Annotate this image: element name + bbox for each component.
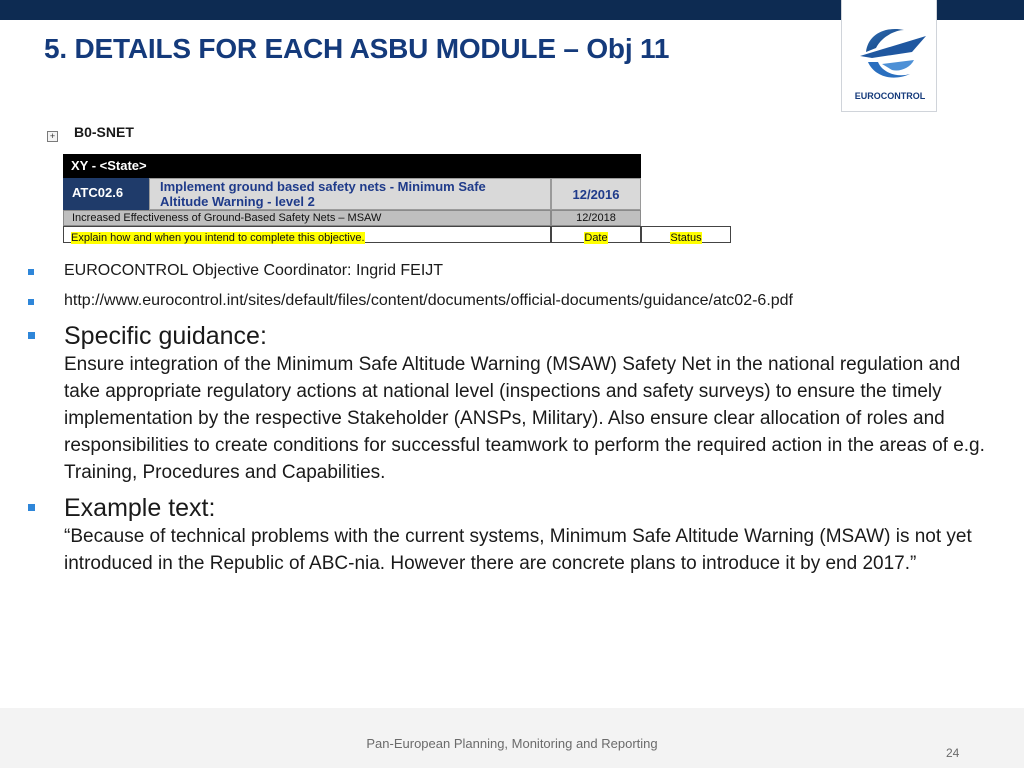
- sub-objective-title: Increased Effectiveness of Ground-Based Safety Nets – MSAW: [63, 210, 551, 226]
- objective-date: 12/2016: [551, 178, 641, 210]
- table-header-text: XY - <State>: [71, 158, 147, 173]
- objective-title: [149, 178, 551, 210]
- module-label: B0-SNET: [74, 124, 134, 140]
- footer: [0, 708, 1024, 768]
- guidance-body: Ensure integration of the Minimum Safe Altitude Warning (MSAW) Safety Net in the national regulation and take appropriate regulatory actions at national level (inspections and safety surveys) to ensure the timely implementation by the respective Stakeholder (ANSPs, Military). Also ensure clear allocation of roles and responsibilities to create conditions for successful teamwork to perform the required action in the areas of e.g. Training, Procedures and Capabilities.: [64, 354, 985, 483]
- bullet-list: [28, 262, 998, 585]
- sub-objective-date: 12/2018: [551, 210, 641, 226]
- explain-cell: [63, 226, 551, 243]
- expand-icon[interactable]: +: [47, 131, 58, 142]
- bullet-square-icon: [28, 269, 34, 275]
- coordinator-text: EUROCONTROL Objective Coordinator: Ingrid FEIJT: [64, 262, 444, 279]
- bullet-coordinator: [28, 262, 998, 280]
- example-heading: Example text:: [64, 494, 216, 522]
- bullet-example: [28, 494, 998, 577]
- example-body: “Because of technical problems with the current systems, Minimum Safe Altitude Warning (MSAW) is not yet introduced in the Republic of ABC-nia. However there are concrete plans to introduce it by end 2017.”: [64, 526, 972, 574]
- eurocontrol-logo-icon: [852, 18, 928, 88]
- date-cell: [551, 226, 641, 243]
- date-label: Date: [584, 232, 608, 244]
- objective-code: ATC02.6: [63, 178, 149, 210]
- status-label: Status: [670, 232, 702, 244]
- explain-text: Explain how and when you intend to complete this objective.: [71, 232, 365, 244]
- bullet-square-icon: [28, 332, 35, 339]
- bullet-square-icon: [28, 504, 35, 511]
- footer-text: Pan-European Planning, Monitoring and Reporting: [366, 736, 658, 751]
- page-number: 24: [946, 746, 960, 760]
- objective-title-line-1: Implement ground based safety nets - Minimum Safe: [160, 179, 486, 194]
- slide-title: 5. DETAILS FOR EACH ASBU MODULE – Obj 11: [44, 33, 670, 64]
- bullet-link: [28, 292, 998, 310]
- table-header-row: [63, 154, 641, 178]
- objective-title-line-2: Altitude Warning - level 2: [160, 194, 315, 209]
- bullet-square-icon: [28, 299, 34, 305]
- guidance-heading: Specific guidance:: [64, 322, 267, 350]
- eurocontrol-logo: [841, 0, 937, 112]
- guidance-link[interactable]: http://www.eurocontrol.int/sites/default/files/content/documents/official-documents/guidance/atc02-6.pdf: [64, 292, 793, 309]
- status-cell: [641, 226, 731, 243]
- logo-wordmark: EUROCONTROL: [854, 91, 926, 101]
- bullet-guidance: [28, 322, 998, 486]
